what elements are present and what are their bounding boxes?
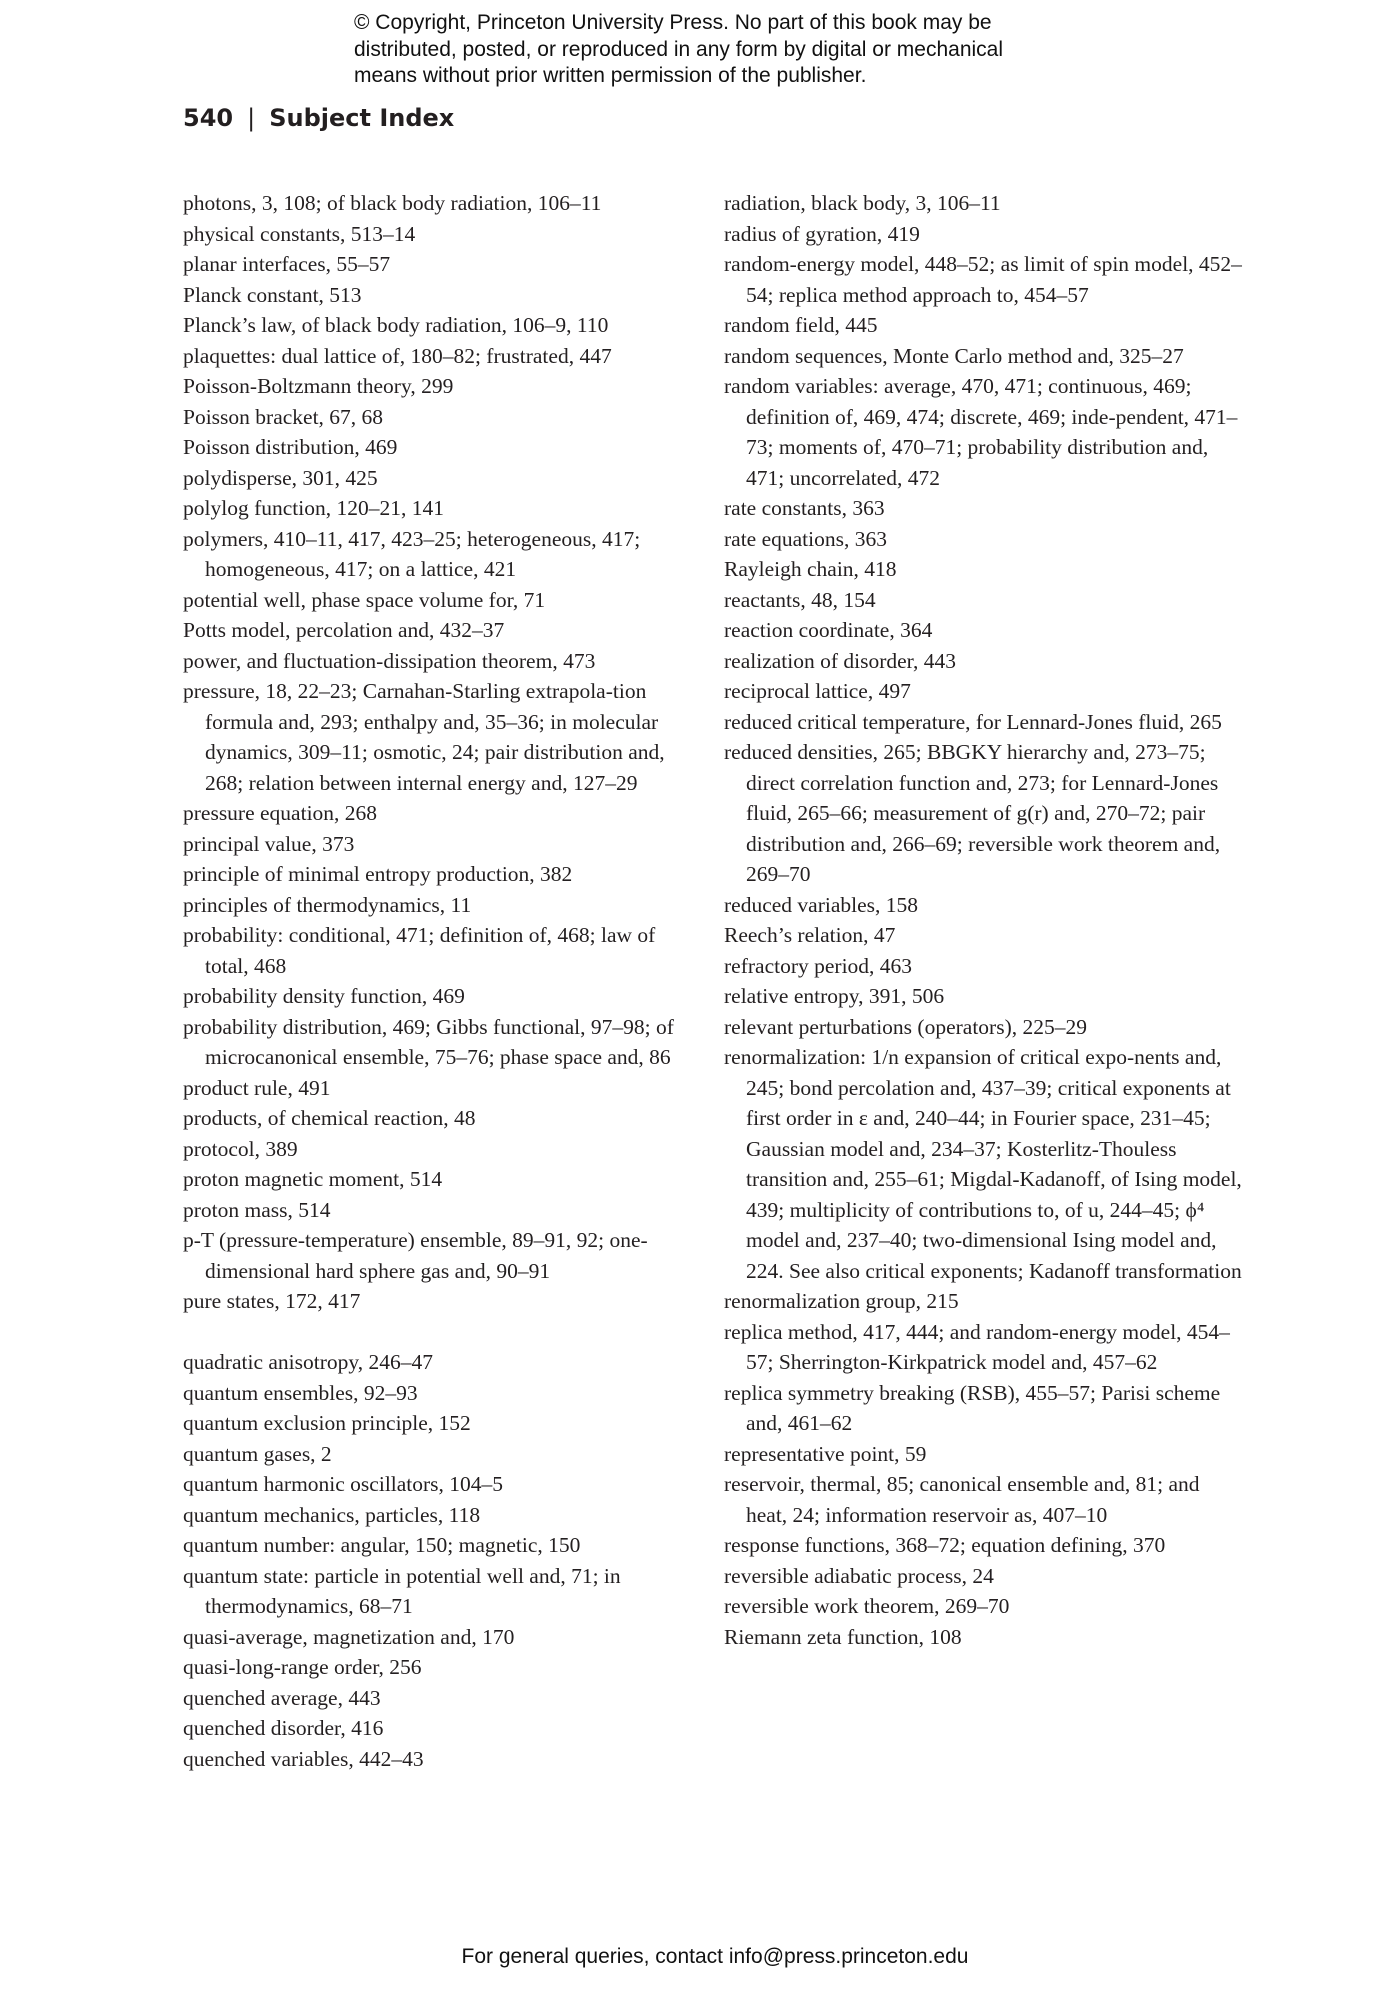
index-entry: potential well, phase space volume for, 71	[183, 587, 546, 612]
index-entry: random sequences, Monte Carlo method and, 325–27	[724, 343, 1184, 368]
index-entry: reaction coordinate, 364	[724, 618, 933, 642]
index-entry: radius of gyration, 419	[724, 221, 920, 246]
index-entry: polydisperse, 301, 425	[183, 465, 378, 490]
index-entry: reversible adiabatic process, 24	[724, 1563, 994, 1588]
index-entry: reservoir, thermal, 85; canonical ensemble and, 81; and heat, 24; information reservoir as, 407–10	[724, 1472, 1200, 1527]
page-number: 540	[183, 104, 234, 132]
page-title: Subject Index	[269, 104, 455, 132]
index-entry: p-T (pressure-temperature) ensemble, 89–91, 92; one-dimensional hard sphere gas and, 90–91	[183, 1228, 648, 1283]
index-entry: physical constants, 513–14	[183, 221, 416, 246]
index-entry: refractory period, 463	[724, 953, 913, 978]
index-entry: Riemann zeta function, 108	[724, 1624, 962, 1649]
index-column-right	[724, 188, 1244, 1652]
separator: |	[247, 104, 256, 132]
index-entry: planar interfaces, 55–57	[183, 252, 391, 276]
index-entry: reactants, 48, 154	[724, 587, 876, 612]
index-entry: product rule, 491	[183, 1075, 331, 1100]
index-entry: reciprocal lattice, 497	[724, 679, 911, 703]
index-entry: plaquettes: dual lattice of, 180–82; frustrated, 447	[183, 343, 612, 368]
footer-contact: For general queries, contact info@press.princeton.edu	[461, 1945, 969, 1968]
index-entry: probability: conditional, 471; definition of, 468; law of total, 468	[183, 923, 656, 978]
index-entry: quadratic anisotropy, 246–47	[183, 1350, 433, 1374]
index-entry: principles of thermodynamics, 11	[183, 892, 472, 917]
copyright-line: © Copyright, Princeton University Press. No part of this book may be	[354, 11, 992, 34]
index-entry: reduced critical temperature, for Lennard-Jones fluid, 265	[724, 709, 1222, 734]
index-entry: power, and fluctuation-dissipation theorem, 473	[183, 648, 596, 673]
index-column-left	[183, 188, 703, 1774]
index-entry: response functions, 368–72; equation defining, 370	[724, 1533, 1166, 1557]
index-entry: principal value, 373	[183, 831, 355, 856]
index-entry: quantum mechanics, particles, 118	[183, 1502, 481, 1527]
index-entry: relative entropy, 391, 506	[724, 984, 945, 1008]
index-entry: pressure equation, 268	[183, 801, 378, 825]
index-entry: quantum harmonic oscillators, 104–5	[183, 1472, 504, 1496]
index-entry: quasi-average, magnetization and, 170	[183, 1624, 515, 1649]
index-entry: realization of disorder, 443	[724, 648, 956, 673]
index-entry: renormalization: 1/n expansion of critical expo-nents and, 245; bond percolation and, 437–39; critical exponents at first order in ε and, 240–44; in Fourier space, 231–45; Gaussian model and, 234–37; Kosterlitz-Thouless transition and, 255–61; Migdal-Kadanoff, of Ising model, 439; multiplicity of contributions to, of u, 244–45; ϕ⁴ model and, 237–40; two-dimensional Ising model and, 224. See also critical exponents; Kadanoff transformation	[724, 1045, 1242, 1283]
index-entry: quenched variables, 442–43	[183, 1746, 424, 1771]
index-entry: radiation, black body, 3, 106–11	[724, 191, 1001, 215]
copyright-line: distributed, posted, or reproduced in any form by digital or mechanical	[354, 37, 1004, 61]
index-entry: proton mass, 514	[183, 1197, 331, 1222]
index-entry: Planck constant, 513	[183, 282, 362, 307]
index-entry: renormalization group, 215	[724, 1289, 959, 1313]
index-entry: replica symmetry breaking (RSB), 455–57; Parisi scheme and, 461–62	[724, 1380, 1221, 1435]
index-entry: proton magnetic moment, 514	[183, 1167, 443, 1191]
index-entry: replica method, 417, 444; and random-energy model, 454–57; Sherrington-Kirkpatrick model and, 457–62	[724, 1319, 1230, 1374]
index-entry: protocol, 389	[183, 1136, 298, 1161]
running-head	[183, 104, 454, 132]
index-entry: quasi-long-range order, 256	[183, 1655, 422, 1679]
index-entry: quantum gases, 2	[183, 1441, 332, 1466]
index-entry: random field, 445	[724, 313, 878, 337]
letter-gap	[183, 1317, 703, 1348]
index-entry: probability density function, 469	[183, 984, 465, 1008]
index-entry: pure states, 172, 417	[183, 1289, 361, 1313]
index-entry: polymers, 410–11, 417, 423–25; heterogeneous, 417; homogeneous, 417; on a lattice, 421	[183, 526, 641, 581]
index-entry: reduced densities, 265; BBGKY hierarchy and, 273–75; direct correlation function and, 273; for Lennard-Jones fluid, 265–66; measurement of g(r) and, 270–72; pair distribution and, 266–69; reversible work theorem and, 269–70	[724, 740, 1221, 886]
index-entry: products, of chemical reaction, 48	[183, 1106, 476, 1130]
index-entry: relevant perturbations (operators), 225–29	[724, 1014, 1087, 1039]
index-entry: polylog function, 120–21, 141	[183, 496, 444, 520]
index-entry: quantum ensembles, 92–93	[183, 1380, 418, 1405]
index-entry: probability distribution, 469; Gibbs functional, 97–98; of microcanonical ensemble, 75–76; phase space and, 86	[183, 1014, 674, 1069]
index-entry: representative point, 59	[724, 1441, 927, 1466]
index-entry: Poisson bracket, 67, 68	[183, 404, 384, 429]
index-entry: photons, 3, 108; of black body radiation, 106–11	[183, 191, 602, 215]
index-entry: random-energy model, 448–52; as limit of spin model, 452–54; replica method approach to, 454–57	[724, 252, 1242, 307]
index-entry: Poisson distribution, 469	[183, 435, 398, 459]
index-entry: quantum state: particle in potential well and, 71; in thermodynamics, 68–71	[183, 1563, 621, 1618]
copyright-notice	[354, 10, 1074, 90]
index-entry: quenched average, 443	[183, 1685, 381, 1710]
copyright-line: means without prior written permission of the publisher.	[354, 64, 867, 87]
index-entry: Potts model, percolation and, 432–37	[183, 618, 505, 642]
index-entry: random variables: average, 470, 471; continuous, 469; definition of, 469, 474; discrete, 469; inde-pendent, 471–73; moments of, 470–71; probability distribution and, 471; uncorrelated, 472	[724, 374, 1238, 490]
index-entry: rate constants, 363	[724, 496, 885, 520]
index-entry: quantum exclusion principle, 152	[183, 1411, 471, 1435]
index-entry: principle of minimal entropy production, 382	[183, 862, 573, 886]
index-entry: Planck’s law, of black body radiation, 106–9, 110	[183, 313, 609, 337]
index-entry: Reech’s relation, 47	[724, 923, 896, 947]
index-entry: Rayleigh chain, 418	[724, 557, 897, 581]
index-entry: quantum number: angular, 150; magnetic, 150	[183, 1533, 581, 1557]
index-entry: pressure, 18, 22–23; Carnahan-Starling extrapola-tion formula and, 293; enthalpy and, 35–36; in molecular dynamics, 309–11; osmotic, 24; pair distribution and, 268; relation between internal energy and, 127–29	[183, 679, 665, 795]
index-entry: rate equations, 363	[724, 526, 887, 551]
index-entry: Poisson-Boltzmann theory, 299	[183, 374, 454, 398]
index-entry: reversible work theorem, 269–70	[724, 1594, 1010, 1618]
index-entry: quenched disorder, 416	[183, 1716, 384, 1740]
index-entry: reduced variables, 158	[724, 892, 919, 917]
